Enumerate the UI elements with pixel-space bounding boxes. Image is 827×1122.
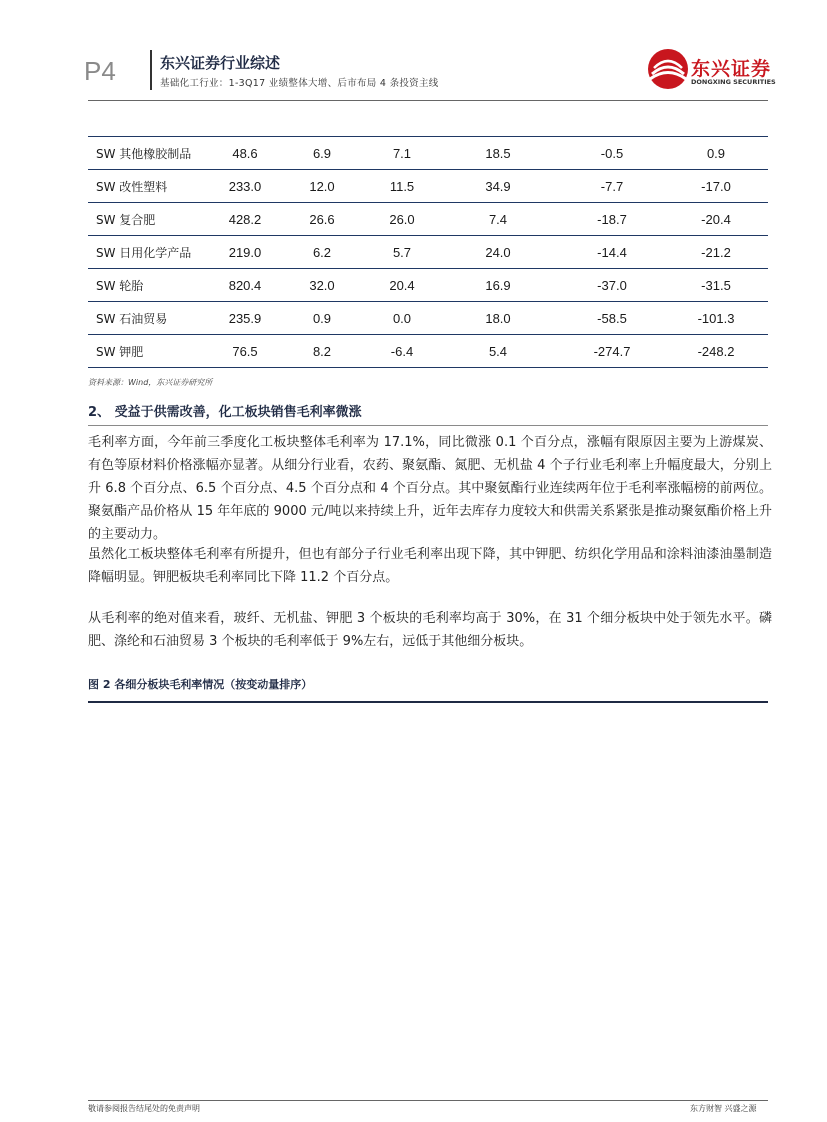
table-cell: 820.4 <box>214 269 276 302</box>
table-cell: 18.5 <box>436 137 560 170</box>
row-label: SW 复合肥 <box>88 203 214 236</box>
table-cell: -7.7 <box>560 170 664 203</box>
report-title: 东兴证券行业综述 <box>160 54 281 72</box>
table-cell: 26.0 <box>368 203 436 236</box>
row-label: SW 钾肥 <box>88 335 214 368</box>
table-cell: 32.0 <box>276 269 368 302</box>
table-row <box>88 269 768 302</box>
paragraph-2: 虽然化工板块整体毛利率有所提升，但也有部分子行业毛利率出现下降，其中钾肥、纺织化学用品和涂料油漆油墨制造降幅明显。钾肥板块毛利率同比下降 11.2 个百分点。 <box>88 547 772 585</box>
header-rule <box>88 100 768 101</box>
table-cell: 24.0 <box>436 236 560 269</box>
table-cell: 12.0 <box>276 170 368 203</box>
table-cell: 34.9 <box>436 170 560 203</box>
table-cell: 5.4 <box>436 335 560 368</box>
table-row <box>88 137 768 170</box>
table-cell: -101.3 <box>664 302 768 335</box>
table-cell: 48.6 <box>214 137 276 170</box>
header-divider <box>150 50 152 90</box>
table-cell: -37.0 <box>560 269 664 302</box>
footer-slogan: 东方财智 兴盛之源 <box>690 1104 757 1113</box>
row-label: SW 轮胎 <box>88 269 214 302</box>
table-cell: 428.2 <box>214 203 276 236</box>
table-cell: 16.9 <box>436 269 560 302</box>
table-cell: -20.4 <box>664 203 768 236</box>
table-cell: 0.9 <box>276 302 368 335</box>
table-cell: 11.5 <box>368 170 436 203</box>
table-source: 资料来源：Wind，东兴证券研究所 <box>88 378 213 387</box>
table-cell: 5.7 <box>368 236 436 269</box>
row-label: SW 日用化学产品 <box>88 236 214 269</box>
table-row <box>88 335 768 368</box>
table-cell: 20.4 <box>368 269 436 302</box>
table-row <box>88 170 768 203</box>
table-row <box>88 203 768 236</box>
section-heading: 2、 受益于供需改善，化工板块销售毛利率微涨 <box>88 405 362 420</box>
table-cell: -17.0 <box>664 170 768 203</box>
page-header <box>0 0 827 110</box>
table-row <box>88 236 768 269</box>
section-rule <box>88 425 768 426</box>
table-cell: -21.2 <box>664 236 768 269</box>
table-cell: 219.0 <box>214 236 276 269</box>
report-subtitle: 基础化工行业：1-3Q17 业绩整体大增、后市布局 4 条投资主线 <box>160 78 439 89</box>
table-cell: -6.4 <box>368 335 436 368</box>
table-cell: 8.2 <box>276 335 368 368</box>
footer-rule <box>88 1100 768 1101</box>
table-cell: 6.2 <box>276 236 368 269</box>
table-cell: -31.5 <box>664 269 768 302</box>
table-cell: -14.4 <box>560 236 664 269</box>
table-cell: 233.0 <box>214 170 276 203</box>
gross-margin-table <box>88 136 768 368</box>
paragraph-1: 毛利率方面，今年前三季度化工板块整体毛利率为 17.1%，同比微涨 0.1 个百分点，涨幅有限原因主要为上游煤炭、有色等原材料价格涨幅亦显著。从细分行业看，农药、聚氨酯、氮肥、无机盐 4 个子行业毛利率上升幅度最大，分别上升 6.8 个百分点、6.5 个百分点、4.5 个百分点和 4 个百分点。其中聚氨酯行业连续两年位于毛利率涨幅榜的前两位。聚氨酯产品价格从 15 年年底的 9000 元/吨以来持续上升，近年去库存力度较大和供需关系紧张是推动聚氨酯价格上升的主要动力。 <box>88 435 772 542</box>
logo-english-text: DONGXING SECURITIES <box>691 78 776 86</box>
row-label: SW 改性塑料 <box>88 170 214 203</box>
table-cell: -0.5 <box>560 137 664 170</box>
figure-title: 图 2 各细分板块毛利率情况（按变动量排序） <box>88 678 313 691</box>
table-cell: 7.4 <box>436 203 560 236</box>
table-cell: -58.5 <box>560 302 664 335</box>
row-label: SW 石油贸易 <box>88 302 214 335</box>
table-cell: 0.0 <box>368 302 436 335</box>
row-label: SW 其他橡胶制品 <box>88 137 214 170</box>
table-cell: 235.9 <box>214 302 276 335</box>
table-cell: -18.7 <box>560 203 664 236</box>
table-cell: 76.5 <box>214 335 276 368</box>
logo-text: 东兴证券 <box>691 58 772 80</box>
disclaimer-note: 敬请参阅报告结尾处的免责声明 <box>88 1104 200 1113</box>
table-cell: 7.1 <box>368 137 436 170</box>
paragraph-3: 从毛利率的绝对值来看，玻纤、无机盐、钾肥 3 个板块的毛利率均高于 30%，在 31 个细分板块中处于领先水平。磷肥、涤纶和石油贸易 3 个板块的毛利率低于 9%左右，远低于其他细分板块。 <box>88 611 772 649</box>
figure-rule <box>88 701 768 703</box>
table-cell: 0.9 <box>664 137 768 170</box>
table-cell: -248.2 <box>664 335 768 368</box>
table-row <box>88 302 768 335</box>
page-number: P4 <box>84 56 116 86</box>
table-cell: 26.6 <box>276 203 368 236</box>
table-cell: 18.0 <box>436 302 560 335</box>
table-cell: -274.7 <box>560 335 664 368</box>
table-cell: 6.9 <box>276 137 368 170</box>
